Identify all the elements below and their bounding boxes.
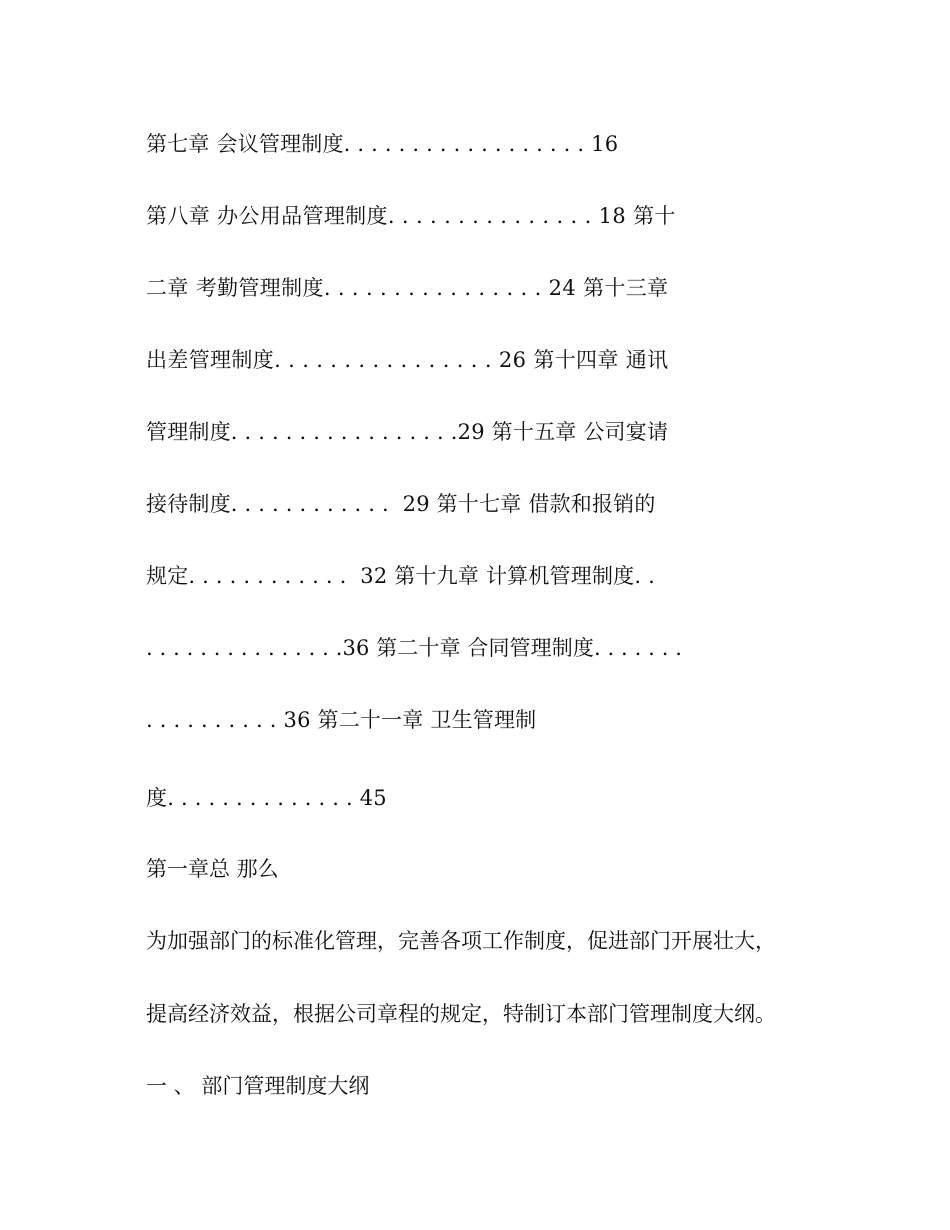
toc-line: 接待制度. . . . . . . . . . . . 29 第十七章 借款和报销的 [146,492,656,516]
toc-line: 第七章 会议管理制度. . . . . . . . . . . . . . . . . . 16 [146,132,619,156]
toc-line: 二章 考勤管理制度. . . . . . . . . . . . . . . . 24 第十三章 [146,276,669,300]
toc-line: 度. . . . . . . . . . . . . . 45 [146,786,387,810]
chapter-title: 第一章总 那么 [146,857,279,881]
paragraph-line: 提高经济效益，根据公司章程的规定，特制订本部门管理制度大纲。 [146,1002,776,1026]
toc-line: . . . . . . . . . . . . . . .36 第二十章 合同管理制度. . . . . . . [146,636,683,660]
toc-line: 出差管理制度. . . . . . . . . . . . . . . . 26 第十四章 通讯 [146,348,669,372]
toc-line: 管理制度. . . . . . . . . . . . . . . . .29 第十五章 公司宴请 [146,420,669,444]
paragraph-line: 为加强部门的标准化管理，完善各项工作制度，促进部门开展壮大， [146,929,776,953]
toc-line: . . . . . . . . . . 36 第二十一章 卫生管理制 [146,708,537,732]
toc-line: 规定. . . . . . . . . . . . 32 第十九章 计算机管理制度. . [146,564,655,588]
toc-line: 第八章 办公用品管理制度. . . . . . . . . . . . . . . 18 第十 [146,204,676,228]
section-heading: 一 、 部门管理制度大纲 [146,1074,370,1098]
